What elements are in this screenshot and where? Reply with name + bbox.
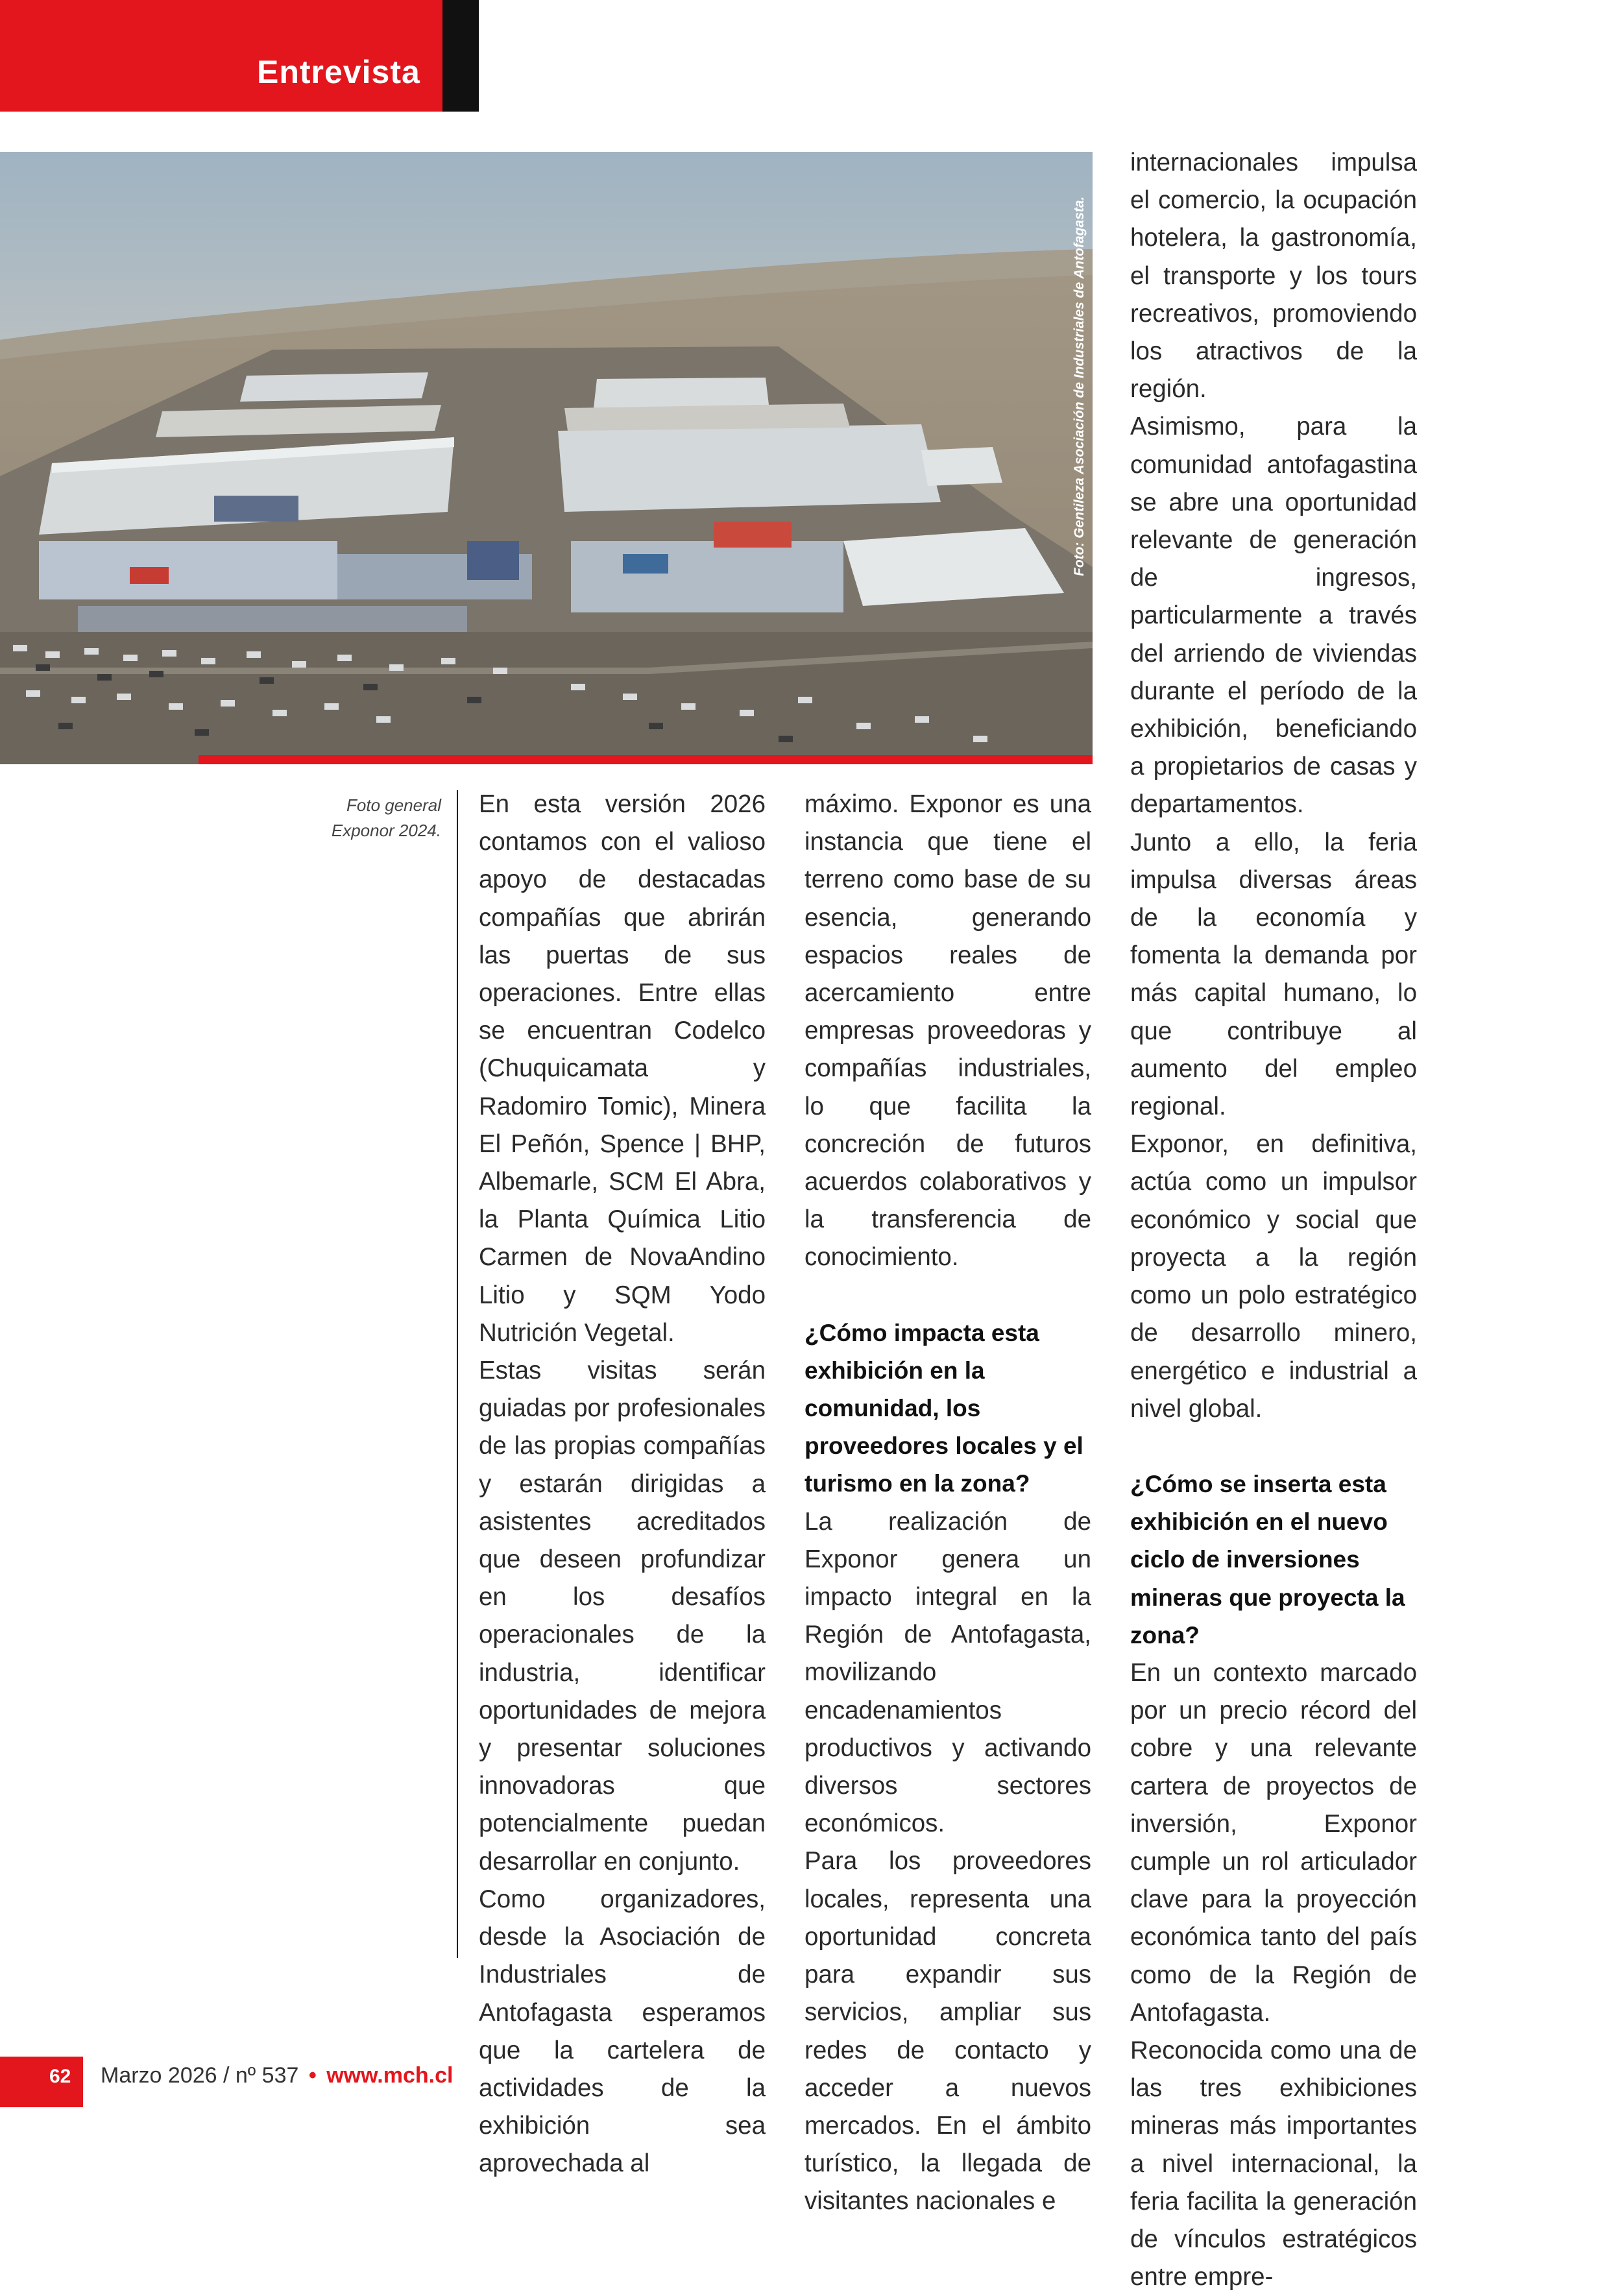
red-accent-rule bbox=[199, 755, 1093, 764]
paragraph: Junto a ello, la feria impulsa diversas áreas de la economía y fomenta la demanda por más capital humano, lo que contribuye al aumento del empleo regional. bbox=[1130, 828, 1417, 1121]
paragraph: máximo. Exponor es una instancia que tiene el terreno como base de su esencia, generando espacios reales de acercamiento entre empresas proveedoras y compañías industriales, lo que facilita la concreción de futuros acuerdos colaborativos y la transferencia de conocimiento. bbox=[804, 790, 1091, 1272]
footer-line bbox=[101, 2063, 453, 2088]
paragraph: Para los proveedores locales, representa una oportunidad concreta para expandir sus servicios, ampliar sus redes de contacto y acceder a nuevos mercados. En el ámbito turístico, la llegada de visitantes nacionales e bbox=[804, 1847, 1091, 2216]
paragraph: Estas visitas serán guiadas por profesionales de las propias compañías y estarán dirigidas a asistentes acreditados que deseen profundizar en los desafíos operacionales de la industria, identificar oportunidades de mejora y presentar soluciones innovadoras que potencialmente puedan desarrollar en conjunto. bbox=[479, 1357, 766, 1876]
interview-question: ¿Cómo impacta esta exhibición en la comunidad, los proveedores locales y el turismo en la zona? bbox=[804, 1319, 1083, 1497]
text-column-3 bbox=[1130, 144, 1417, 2296]
text-column-2 bbox=[804, 786, 1091, 2221]
website-link[interactable]: www.mch.cl bbox=[326, 2063, 454, 2088]
aerial-photo bbox=[0, 152, 1093, 764]
paragraph: En esta versión 2026 contamos con el valioso apoyo de destacadas compañías que abrirán las puertas de sus operaciones. Entre ellas se encuentran Codelco (Chuquicamata y Radomiro Tomic), Minera El Peñón, Spence | BHP, Albemarle, SCM El Abra, la Planta Química Litio Carmen de NovaAndino Litio y SQM Yodo Nutrición Vegetal. bbox=[479, 790, 766, 1347]
aerial-photo-illustration bbox=[0, 152, 1093, 764]
paragraph: En un contexto marcado por un precio récord del cobre y una relevante cartera de proyectos de inversión, Exponor cumple un rol articulador clave para la proyección económica tanto del país como de la Región de Antofagasta. bbox=[1130, 1658, 1417, 2027]
issue-info: Marzo 2026 / nº 537 bbox=[101, 2063, 299, 2088]
footer-separator: • bbox=[308, 2063, 317, 2088]
paragraph: internacionales impulsa el comercio, la ocupación hotelera, la gastronomía, el transporte y los tours recreativos, promoviendo los atractivos de la región. bbox=[1130, 149, 1417, 404]
caption-divider bbox=[457, 790, 458, 1958]
page-number-tab bbox=[0, 2057, 83, 2107]
paragraph: Exponor, en definitiva, actúa como un impulsor económico y social que proyecta a la región como un polo estratégico de desarrollo minero, energético e industrial a nivel global. bbox=[1130, 1130, 1417, 1423]
paragraph: La realización de Exponor genera un impacto integral en la Región de Antofagasta, movilizando encadenamientos productivos y activando diversos sectores económicos. bbox=[804, 1507, 1091, 1838]
paragraph: Como organizadores, desde la Asociación de Industriales de Antofagasta esperamos que la cartelera de actividades de la exhibición sea aprovechada al bbox=[479, 1885, 766, 2178]
caption-line: Foto general bbox=[346, 795, 441, 815]
photo-caption bbox=[279, 793, 441, 843]
section-title: Entrevista bbox=[257, 54, 420, 90]
interview-question: ¿Cómo se inserta esta exhibición en el nuevo ciclo de inversiones mineras que proyecta la zona? bbox=[1130, 1470, 1405, 1649]
section-tab-accent bbox=[442, 0, 479, 112]
photo-credit: Foto: Gentileza Asociación de Industriales de Antofagasta. bbox=[1072, 196, 1087, 576]
paragraph: Asimismo, para la comunidad antofagastina se abre una oportunidad relevante de generación de ingresos, particularmente a través del arriendo de viviendas durante el período de la exhibición, beneficiando a propietarios de casas y departamentos. bbox=[1130, 413, 1417, 819]
page-number: 62 bbox=[49, 2066, 71, 2087]
text-column-1 bbox=[479, 786, 766, 2183]
paragraph: Reconocida como una de las tres exhibiciones mineras más importantes a nivel internacional, la feria facilita la generación de vínculos estratégicos entre empre- bbox=[1130, 2036, 1417, 2291]
caption-line: Exponor 2024. bbox=[331, 821, 441, 840]
